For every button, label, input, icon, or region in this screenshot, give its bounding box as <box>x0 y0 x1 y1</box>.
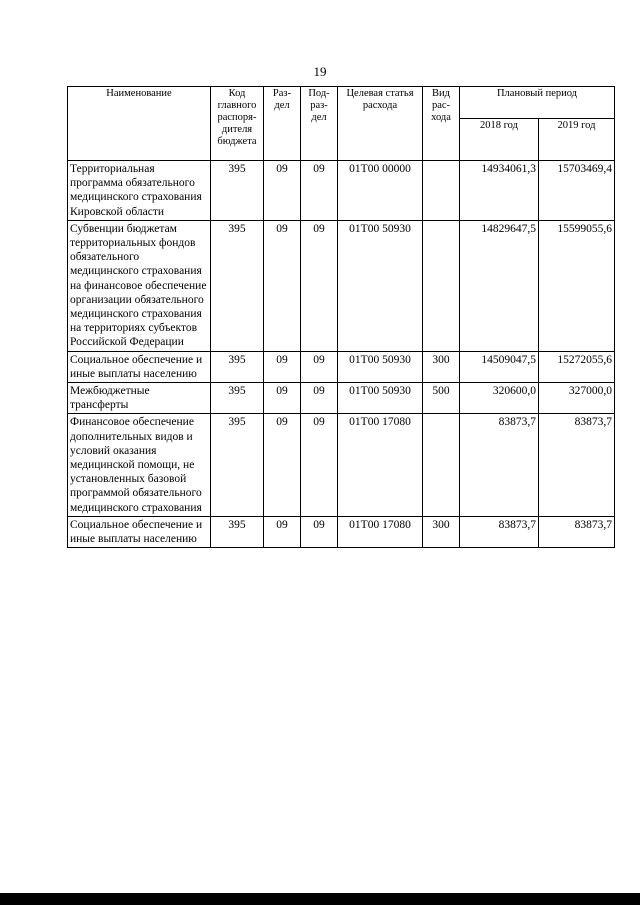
header-year-2019: 2019 год <box>539 119 615 161</box>
row-admin-code: 395 <box>211 383 264 414</box>
table-row <box>68 516 615 547</box>
row-amount-2018: 14829647,5 <box>460 220 539 351</box>
row-section: 09 <box>264 516 301 547</box>
row-expense-type <box>423 220 460 351</box>
row-target-article: 01Т00 00000 <box>338 161 423 221</box>
row-name: Субвенции бюджетам территориальных фондов обязательного медицинского страхования на финансовое обеспечение организации обязательного медицинского страхования на территориях субъектов Российской Федерации <box>68 220 211 351</box>
table-row <box>68 161 615 221</box>
header-expense-type: Вид рас-хода <box>423 87 460 161</box>
row-subsection: 09 <box>301 161 338 221</box>
row-admin-code: 395 <box>211 220 264 351</box>
row-target-article: 01Т00 17080 <box>338 414 423 516</box>
table-row <box>68 383 615 414</box>
header-target-article: Целевая статья расхода <box>338 87 423 161</box>
header-subsection: Под-раз-дел <box>301 87 338 161</box>
row-section: 09 <box>264 351 301 382</box>
budget-table <box>67 86 615 548</box>
row-target-article: 01Т00 50930 <box>338 351 423 382</box>
row-expense-type: 500 <box>423 383 460 414</box>
row-expense-type <box>423 414 460 516</box>
row-amount-2018: 320600,0 <box>460 383 539 414</box>
row-amount-2018: 83873,7 <box>460 414 539 516</box>
row-admin-code: 395 <box>211 516 264 547</box>
row-amount-2018: 14509047,5 <box>460 351 539 382</box>
row-name: Социальное обеспечение и иные выплаты населению <box>68 351 211 382</box>
header-year-2018: 2018 год <box>460 119 539 161</box>
row-subsection: 09 <box>301 383 338 414</box>
row-amount-2019: 327000,0 <box>539 383 615 414</box>
row-subsection: 09 <box>301 414 338 516</box>
table-row <box>68 414 615 516</box>
row-amount-2019: 15599055,6 <box>539 220 615 351</box>
page-number: 19 <box>313 64 327 79</box>
row-section: 09 <box>264 161 301 221</box>
row-subsection: 09 <box>301 516 338 547</box>
row-expense-type: 300 <box>423 351 460 382</box>
row-admin-code: 395 <box>211 414 264 516</box>
header-section: Раз-дел <box>264 87 301 161</box>
row-name: Финансовое обеспечение дополнительных видов и условий оказания медицинской помощи, не установленных базовой программой обязательного медицинского страхования <box>68 414 211 516</box>
row-subsection: 09 <box>301 220 338 351</box>
row-section: 09 <box>264 383 301 414</box>
row-target-article: 01Т00 50930 <box>338 383 423 414</box>
row-amount-2018: 83873,7 <box>460 516 539 547</box>
row-subsection: 09 <box>301 351 338 382</box>
table-row <box>68 351 615 382</box>
row-amount-2019: 83873,7 <box>539 516 615 547</box>
row-name: Межбюджетные трансферты <box>68 383 211 414</box>
row-section: 09 <box>264 414 301 516</box>
row-target-article: 01Т00 50930 <box>338 220 423 351</box>
header-name: Наименование <box>68 87 211 161</box>
row-section: 09 <box>264 220 301 351</box>
row-name: Социальное обеспечение и иные выплаты населению <box>68 516 211 547</box>
row-amount-2018: 14934061,3 <box>460 161 539 221</box>
header-planning-period: Плановый период <box>460 87 615 119</box>
row-amount-2019: 15703469,4 <box>539 161 615 221</box>
row-amount-2019: 15272055,6 <box>539 351 615 382</box>
scan-edge-bar <box>0 893 640 905</box>
row-admin-code: 395 <box>211 161 264 221</box>
row-target-article: 01Т00 17080 <box>338 516 423 547</box>
row-admin-code: 395 <box>211 351 264 382</box>
table-row <box>68 220 615 351</box>
row-name: Территориальная программа обязательного медицинского страхования Кировской области <box>68 161 211 221</box>
row-expense-type <box>423 161 460 221</box>
row-expense-type: 300 <box>423 516 460 547</box>
row-amount-2019: 83873,7 <box>539 414 615 516</box>
header-admin-code: Код главного распоря-дителя бюджета <box>211 87 264 161</box>
